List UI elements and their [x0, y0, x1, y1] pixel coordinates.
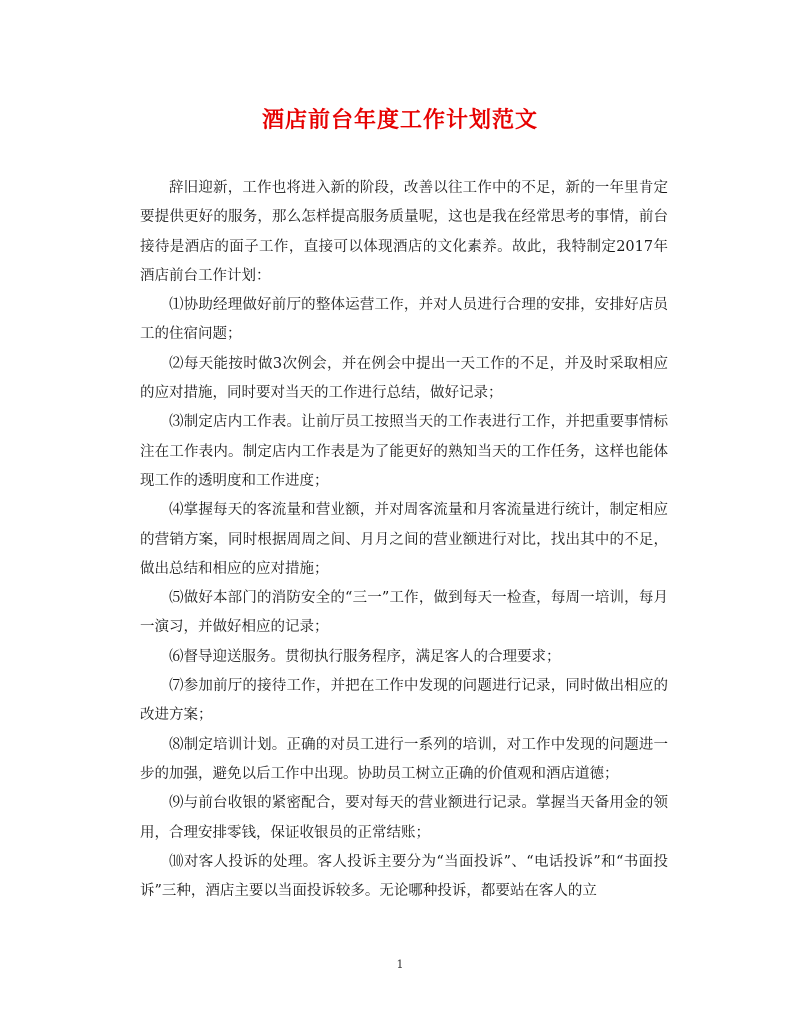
plan-item-2: ⑵每天能按时做3次例会，并在例会中提出一天工作的不足，并及时采取相应的应对措施，同时要对当天的工作进行总结，做好记录；	[140, 355, 668, 402]
plan-item-6: ⑹督导迎送服务。贯彻执行服务程序，满足客人的合理要求；	[169, 648, 561, 665]
plan-item-10: ⑽对客人投诉的处理。客人投诉主要分为“当面投诉”、“电话投诉”和“书面投诉”三种，酒店主要以当面投诉较多。无论哪种投诉，都要站在客人的立	[140, 853, 668, 900]
plan-item-1: ⑴协助经理做好前厅的整体运营工作，并对人员进行合理的安排，安排好店员工的住宿问题；	[140, 297, 668, 343]
document-body	[140, 174, 668, 906]
page-number: 1	[396, 958, 404, 971]
plan-item-3: ⑶制定店内工作表。让前厅员工按照当天的工作表进行工作，并把重要事情标注在工作表内。制定店内工作表是为了能更好的熟知当天的工作任务，这样也能体现工作的透明度和工作进度；	[140, 414, 668, 489]
plan-item-9: ⑼与前台收银的紧密配合，要对每天的营业额进行记录。掌握当天备用金的领用，合理安排零钱，保证收银员的正常结账；	[140, 795, 668, 841]
plan-item-8: ⑻制定培训计划。正确的对员工进行一系列的培训，对工作中发现的问题进一步的加强，避免以后工作中出现。协助员工树立正确的价值观和酒店道德；	[140, 736, 668, 782]
plan-item-4: ⑷掌握每天的客流量和营业额，并对周客流量和月客流量进行统计，制定相应的营销方案，同时根据周周之间、月月之间的营业额进行对比，找出其中的不足，做出总结和相应的应对措施；	[140, 502, 668, 577]
plan-item-7: ⑺参加前厅的接待工作，并把在工作中发现的问题进行记录，同时做出相应的改进方案；	[140, 678, 668, 724]
document-title: 酒店前台年度工作计划范文	[261, 107, 538, 133]
plan-item-5: ⑸做好本部门的消防安全的“三一”工作，做到每天一检查，每周一培训，每月一演习，并做好相应的记录；	[140, 590, 668, 636]
intro-paragraph: 辞旧迎新，工作也将进入新的阶段，改善以往工作中的不足，新的一年里肯定要提供更好的服务，那么怎样提高服务质量呢，这也是我在经常思考的事情，前台接待是酒店的面子工作，直接可以体现酒店的文化素养。故此，我特制定2017年酒店前台工作计划：	[140, 180, 668, 284]
